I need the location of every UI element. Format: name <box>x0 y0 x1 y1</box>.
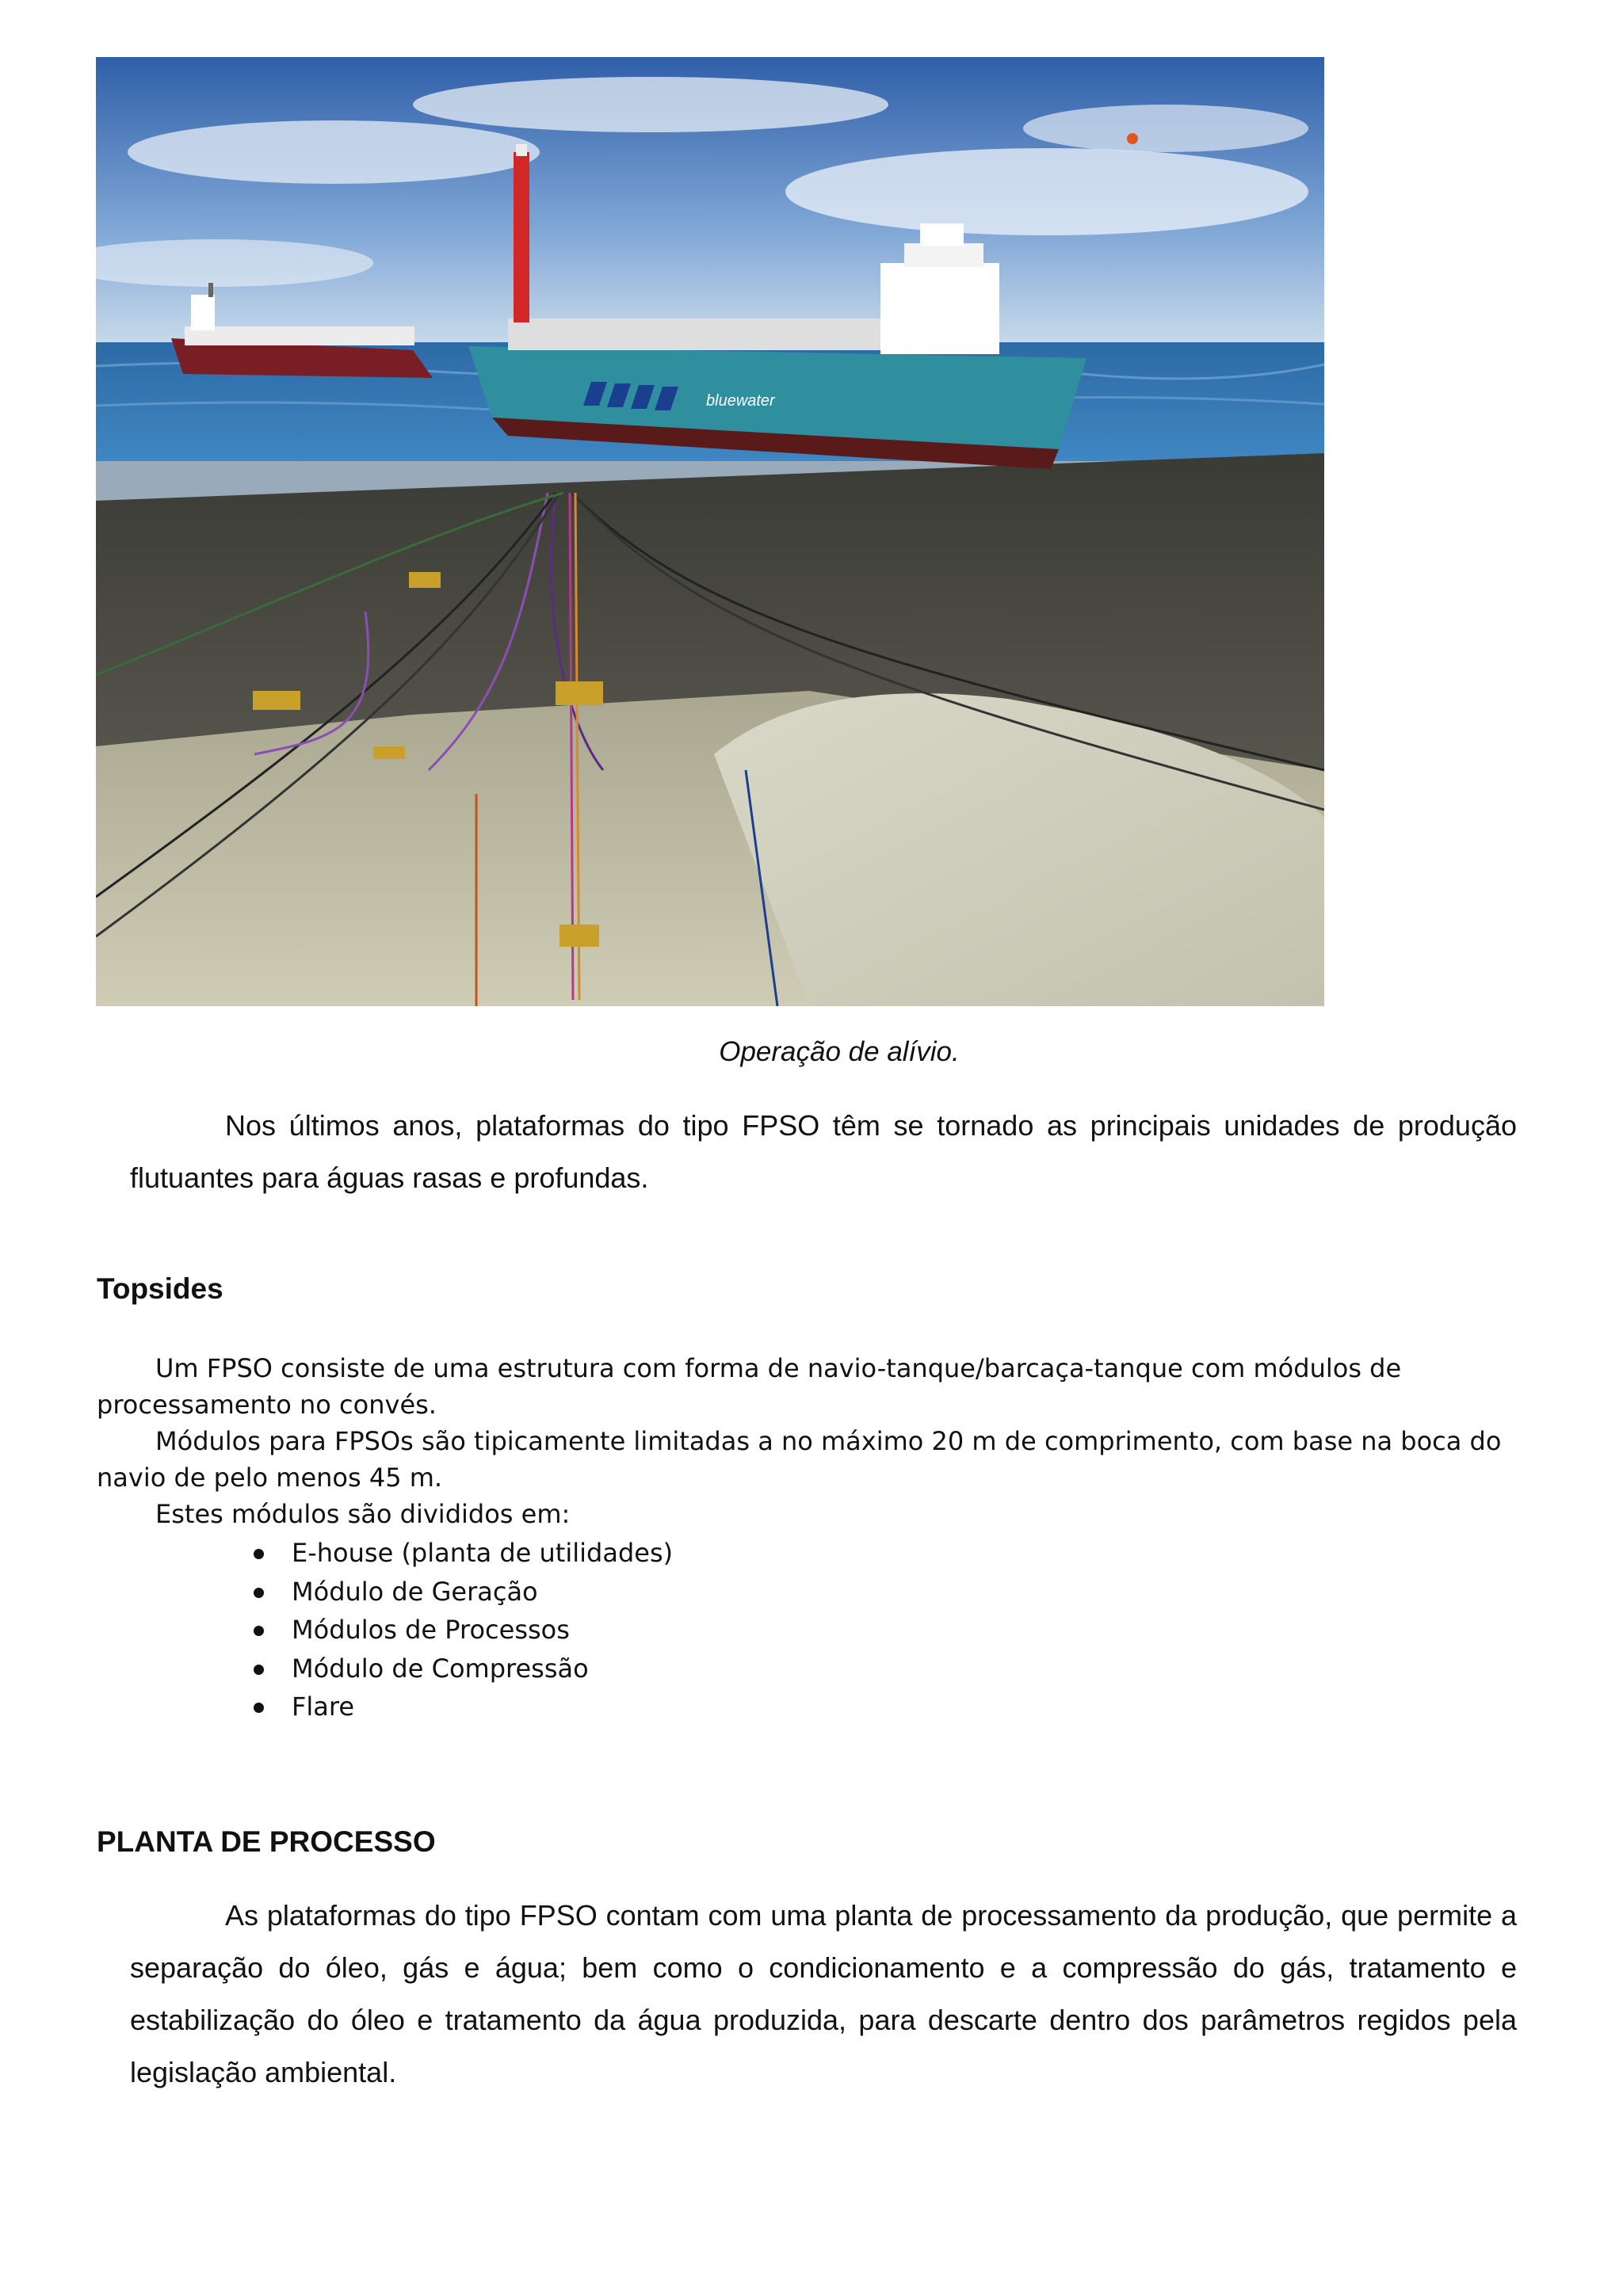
topsides-line-3-text: Estes módulos são divididos em: <box>155 1499 571 1529</box>
module-label: Módulo de Geração <box>292 1576 538 1607</box>
intro-paragraph-text: Nos últimos anos, plataformas do tipo FPSO têm se tornado as principais unidades de produção flutuantes para águas rasas e profundas. <box>130 1109 1517 1194</box>
figure-caption: Operação de alívio. <box>719 1036 960 1067</box>
planta-heading: PLANTA DE PROCESSO <box>97 1825 436 1858</box>
bullet-icon <box>254 1588 264 1598</box>
topsides-line-3 <box>97 1496 1571 1532</box>
module-label: E-house (planta de utilidades) <box>292 1538 674 1568</box>
topsides-line-1-text: Um FPSO consiste de uma estrutura com forma de navio-tanque/barcaça-tanque com módulos de processamento no convés. <box>97 1353 1402 1420</box>
list-item <box>252 1573 673 1611</box>
list-item <box>252 1650 673 1688</box>
topsides-line-2 <box>97 1423 1571 1496</box>
module-label: Módulos de Processos <box>292 1615 570 1645</box>
fpso-offloading-illustration <box>96 57 1324 1006</box>
topsides-line-2-text: Módulos para FPSOs são tipicamente limitadas a no máximo 20 m de comprimento, com base na boca do navio de pelo menos 45 m. <box>97 1426 1502 1493</box>
bullet-icon <box>254 1703 264 1713</box>
list-item <box>252 1534 673 1573</box>
bullet-icon <box>254 1665 264 1675</box>
module-list <box>252 1534 673 1726</box>
offloading-scene-graphic <box>96 57 1324 1006</box>
topsides-heading: Topsides <box>97 1272 223 1305</box>
intro-paragraph <box>130 1100 1517 1204</box>
list-item <box>252 1688 673 1726</box>
module-label: Módulo de Compressão <box>292 1653 589 1684</box>
planta-paragraph-text: As plataformas do tipo FPSO contam com uma planta de processamento da produção, que permite a separação do óleo, gás e água; bem como o condicionamento e a compressão do gás, tratamento e estabilização do óleo e tratamento da água produzida, para descarte dentro dos parâmetros regidos pela legislação ambiental. <box>130 1899 1517 2088</box>
bullet-icon <box>254 1549 264 1559</box>
list-item <box>252 1611 673 1650</box>
hull-brand-text: bluewater <box>706 392 775 410</box>
bullet-icon <box>254 1626 264 1636</box>
topsides-line-1 <box>97 1350 1571 1423</box>
planta-paragraph <box>130 1890 1517 2099</box>
module-label: Flare <box>292 1691 355 1722</box>
